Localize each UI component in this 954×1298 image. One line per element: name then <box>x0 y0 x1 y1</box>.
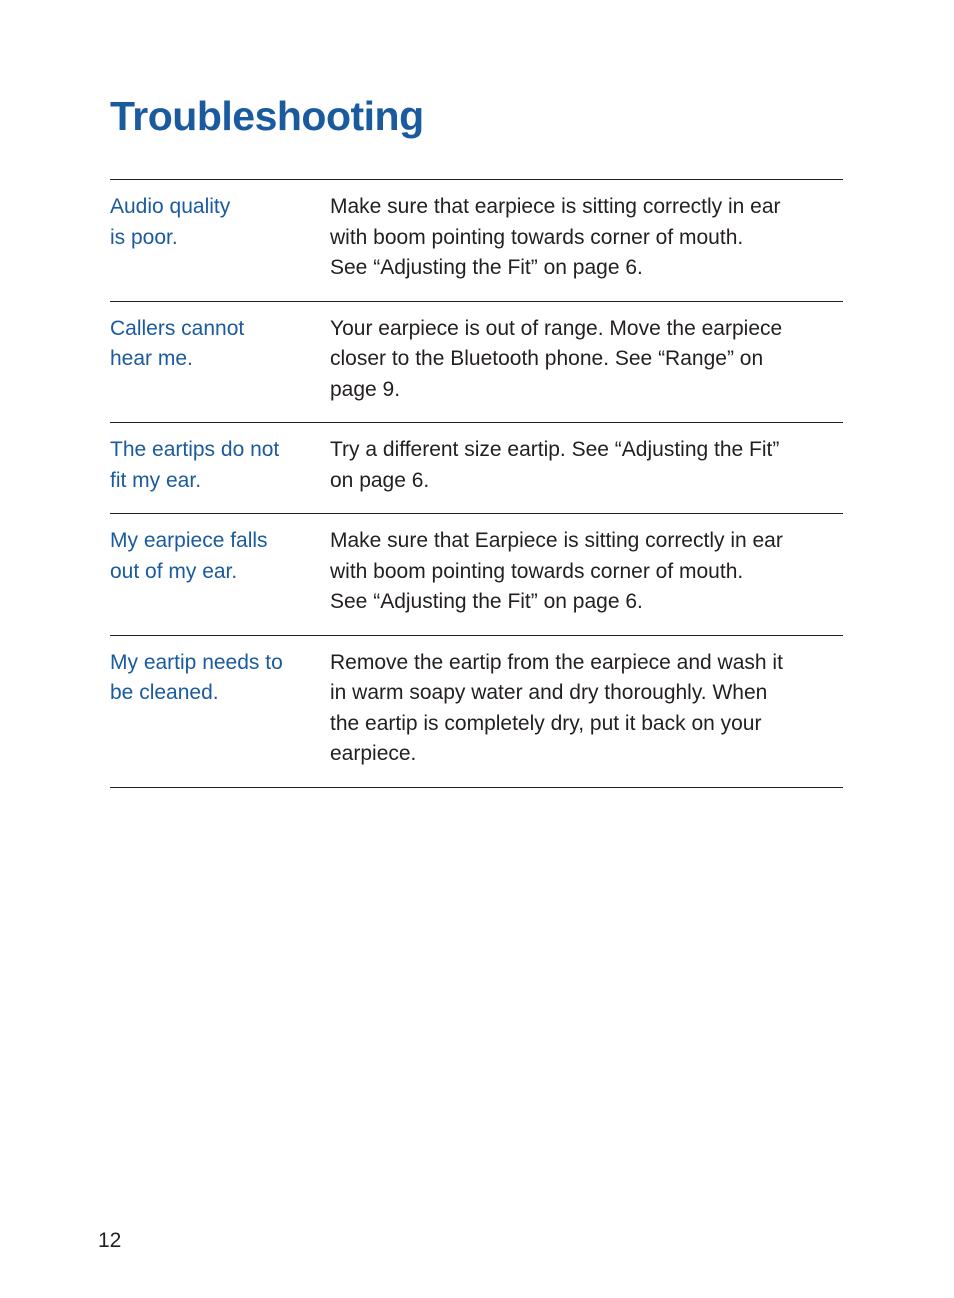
problem-text: My earpiece falls out of my ear. <box>110 529 268 583</box>
problem-text: Audio quality is poor. <box>110 195 231 249</box>
solution-text: Remove the eartip from the earpiece and wash it in warm soapy water and dry thoroughly. When the eartip is completely dry, put it back on your earpiece. <box>330 650 783 765</box>
troubleshooting-table <box>110 179 843 788</box>
problem-text: Callers cannot hear me. <box>110 316 245 370</box>
solution-text: Try a different size eartip. See “Adjusting the Fit” on page 6. <box>330 438 780 492</box>
page-number: 12 <box>98 1229 122 1252</box>
solution-text: Make sure that Earpiece is sitting correctly in ear with boom pointing towards corner of mouth. See “Adjusting the Fit” on page 6. <box>330 529 783 613</box>
problem-text: My eartip needs to be cleaned. <box>110 650 283 704</box>
table-row <box>110 180 843 302</box>
solution-text: Your earpiece is out of range. Move the earpiece closer to the Bluetooth phone. See “Range” on page 9. <box>330 316 783 401</box>
table-row <box>110 302 843 424</box>
page-title: Troubleshooting <box>110 93 424 139</box>
table-row <box>110 423 843 514</box>
table-row <box>110 514 843 636</box>
problem-text: The eartips do not fit my ear. <box>110 438 280 492</box>
table-row <box>110 636 843 788</box>
solution-text: Make sure that earpiece is sitting correctly in ear with boom pointing towards corner of mouth. See “Adjusting the Fit” on page 6. <box>330 195 781 279</box>
